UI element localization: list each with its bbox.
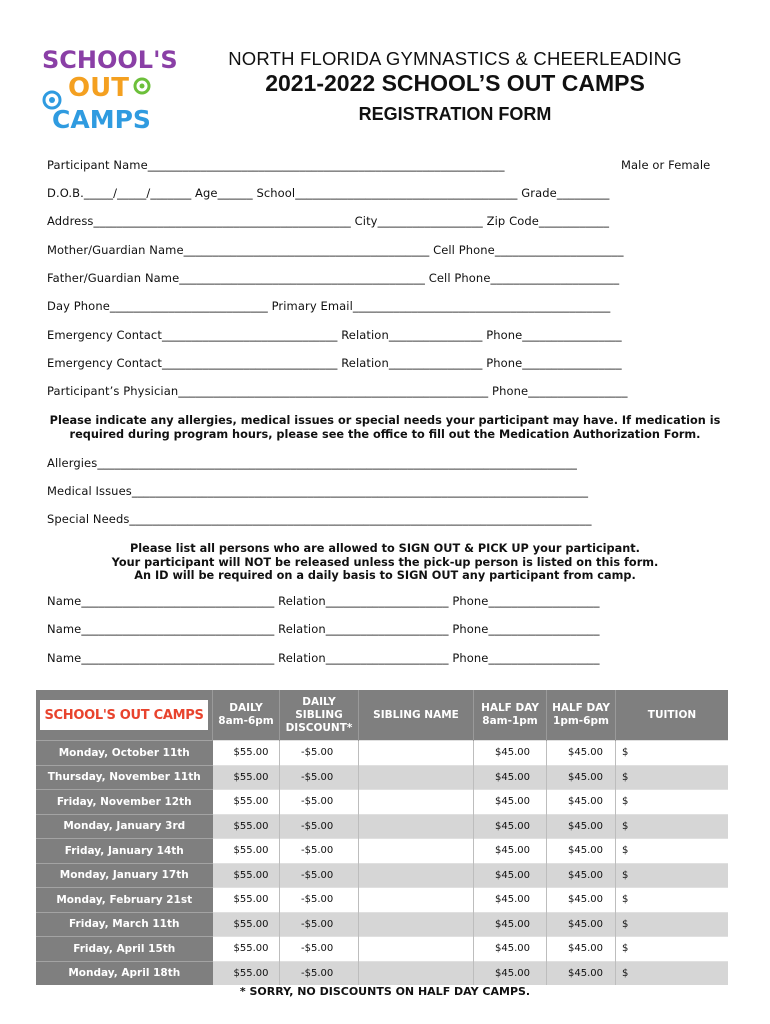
row-sibling-name-input[interactable] bbox=[359, 937, 474, 962]
row-daily-price[interactable]: $55.00 bbox=[213, 741, 280, 766]
organization-name: NORTH FLORIDA GYMNASTICS & CHEERLEADING bbox=[228, 48, 682, 69]
row-date: Friday, November 12th bbox=[36, 790, 213, 815]
table-row bbox=[36, 741, 728, 766]
medical-instructions-line1: Please indicate any allergies, medical issues or special needs your participant may have. If medication is bbox=[49, 414, 721, 427]
row-sibling-name-input[interactable] bbox=[359, 888, 474, 913]
col-half-am-title: HALF DAY bbox=[481, 702, 539, 714]
half-day-footnote: * SORRY, NO DISCOUNTS ON HALF DAY CAMPS. bbox=[239, 985, 531, 998]
row-date: Thursday, November 11th bbox=[36, 765, 213, 790]
row-sibling-discount[interactable]: -$5.00 bbox=[280, 937, 359, 962]
col-half-pm-header bbox=[547, 690, 616, 741]
col-half-am-header bbox=[474, 690, 547, 741]
row-half-am-price[interactable]: $45.00 bbox=[474, 839, 547, 864]
row-date: Monday, January 17th bbox=[36, 863, 213, 888]
row-daily-price[interactable]: $55.00 bbox=[213, 814, 280, 839]
row-half-pm-price[interactable]: $45.00 bbox=[547, 839, 616, 864]
row-sibling-discount[interactable]: -$5.00 bbox=[280, 839, 359, 864]
row-sibling-name-input[interactable] bbox=[359, 765, 474, 790]
table-row bbox=[36, 790, 728, 815]
row-tuition-input[interactable]: $ bbox=[616, 863, 729, 888]
row-half-pm-price[interactable]: $45.00 bbox=[547, 814, 616, 839]
row-date: Monday, February 21st bbox=[36, 888, 213, 913]
row-sibling-name-input[interactable] bbox=[359, 863, 474, 888]
row-half-am-price[interactable]: $45.00 bbox=[474, 888, 547, 913]
col-sibling-header bbox=[280, 690, 359, 741]
row-sibling-name-input[interactable] bbox=[359, 741, 474, 766]
pickup-instructions-line3: An ID will be required on a daily basis to SIGN OUT any participant from camp. bbox=[134, 569, 636, 582]
row-date: Friday, April 15th bbox=[36, 937, 213, 962]
col-daily-hours: 8am-6pm bbox=[218, 715, 274, 727]
row-sibling-discount[interactable]: -$5.00 bbox=[280, 814, 359, 839]
camp-logo bbox=[38, 42, 178, 134]
row-sibling-name-input[interactable] bbox=[359, 839, 474, 864]
form-subtitle: REGISTRATION FORM bbox=[358, 104, 552, 124]
medical-instructions-line2: required during program hours, please see the office to fill out the Medication Authorization Form. bbox=[69, 427, 701, 441]
row-half-pm-price[interactable]: $45.00 bbox=[547, 741, 616, 766]
table-row bbox=[36, 937, 728, 962]
physician-field[interactable]: Participant’s Physician_____________________________________________________ Phone_________________ bbox=[47, 384, 628, 398]
medical-instructions bbox=[40, 414, 730, 441]
table-logo-cell bbox=[36, 690, 213, 741]
row-tuition-input[interactable]: $ bbox=[616, 912, 729, 937]
row-tuition-input[interactable]: $ bbox=[616, 814, 729, 839]
row-sibling-discount[interactable]: -$5.00 bbox=[280, 961, 359, 985]
row-tuition-input[interactable]: $ bbox=[616, 961, 729, 985]
row-half-pm-price[interactable]: $45.00 bbox=[547, 790, 616, 815]
row-half-pm-price[interactable]: $45.00 bbox=[547, 961, 616, 985]
row-date: Monday, April 18th bbox=[36, 961, 213, 985]
row-daily-price[interactable]: $55.00 bbox=[213, 790, 280, 815]
col-daily-header bbox=[213, 690, 280, 741]
table-logo-text: SCHOOL'S OUT CAMPS bbox=[44, 707, 204, 723]
row-half-pm-price[interactable]: $45.00 bbox=[547, 937, 616, 962]
day-phone-email-field[interactable]: Day Phone___________________________ Primary Email____________________________________________ bbox=[47, 299, 611, 313]
row-half-am-price[interactable]: $45.00 bbox=[474, 741, 547, 766]
table-row bbox=[36, 888, 728, 913]
row-half-pm-price[interactable]: $45.00 bbox=[547, 863, 616, 888]
allergies-field[interactable]: Allergies__________________________________________________________________________________ bbox=[47, 456, 578, 470]
table-row bbox=[36, 912, 728, 937]
row-sibling-discount[interactable]: -$5.00 bbox=[280, 741, 359, 766]
participant-name-field[interactable]: Participant Name_____________________________________________________________ bbox=[47, 158, 505, 172]
schedule-body bbox=[36, 741, 728, 986]
col-half-pm-title: HALF DAY bbox=[552, 702, 610, 714]
col-sibling-name-header: SIBLING NAME bbox=[359, 690, 474, 741]
camp-schedule-table bbox=[36, 690, 728, 985]
table-row bbox=[36, 863, 728, 888]
col-sibling-line2: SIBLING bbox=[295, 708, 343, 721]
pickup-instructions bbox=[40, 542, 730, 583]
logo-word-2: OUT bbox=[68, 73, 129, 103]
row-tuition-input[interactable]: $ bbox=[616, 741, 729, 766]
row-daily-price[interactable]: $55.00 bbox=[213, 888, 280, 913]
row-sibling-discount[interactable]: -$5.00 bbox=[280, 765, 359, 790]
row-sibling-name-input[interactable] bbox=[359, 790, 474, 815]
pickup-person-2-field[interactable]: Name_________________________________ Relation_____________________ Phone___________________ bbox=[47, 622, 600, 636]
special-needs-field[interactable]: Special Needs_______________________________________________________________________________ bbox=[47, 512, 592, 526]
dob-age-school-grade-field[interactable]: D.O.B._____/_____/_______ Age______ School______________________________________ Grade_________ bbox=[47, 186, 610, 200]
row-half-am-price[interactable]: $45.00 bbox=[474, 912, 547, 937]
row-half-am-price[interactable]: $45.00 bbox=[474, 961, 547, 985]
row-half-am-price[interactable]: $45.00 bbox=[474, 814, 547, 839]
row-sibling-discount[interactable]: -$5.00 bbox=[280, 863, 359, 888]
row-date: Friday, January 14th bbox=[36, 839, 213, 864]
row-tuition-input[interactable]: $ bbox=[616, 888, 729, 913]
father-guardian-field[interactable]: Father/Guardian Name__________________________________________ Cell Phone______________________ bbox=[47, 271, 620, 285]
form-title: 2021-2022 SCHOOL’S OUT CAMPS bbox=[265, 70, 645, 96]
gender-field[interactable]: Male or Female bbox=[621, 158, 711, 172]
row-sibling-name-input[interactable] bbox=[359, 912, 474, 937]
row-sibling-discount[interactable]: -$5.00 bbox=[280, 888, 359, 913]
row-daily-price[interactable]: $55.00 bbox=[213, 912, 280, 937]
pickup-instructions-line1: Please list all persons who are allowed to SIGN OUT & PICK UP your participant. bbox=[130, 542, 640, 555]
row-half-pm-price[interactable]: $45.00 bbox=[547, 912, 616, 937]
pickup-person-1-field[interactable]: Name_________________________________ Relation_____________________ Phone___________________ bbox=[47, 594, 600, 608]
row-date: Monday, October 11th bbox=[36, 741, 213, 766]
table-row bbox=[36, 765, 728, 790]
row-half-am-price[interactable]: $45.00 bbox=[474, 863, 547, 888]
row-daily-price[interactable]: $55.00 bbox=[213, 961, 280, 985]
col-daily-title: DAILY bbox=[229, 702, 263, 714]
logo-graphic bbox=[38, 42, 178, 134]
row-half-am-price[interactable]: $45.00 bbox=[474, 937, 547, 962]
emergency-contact-1-field[interactable]: Emergency Contact______________________________ Relation________________ Phone_________________ bbox=[47, 328, 622, 342]
col-half-pm-hours: 1pm-6pm bbox=[553, 715, 609, 727]
col-sibling-line1: DAILY bbox=[302, 695, 336, 708]
row-half-pm-price[interactable]: $45.00 bbox=[547, 888, 616, 913]
col-half-am-hours: 8am-1pm bbox=[482, 715, 538, 727]
row-half-am-price[interactable]: $45.00 bbox=[474, 765, 547, 790]
pickup-person-3-field[interactable]: Name_________________________________ Relation_____________________ Phone___________________ bbox=[47, 651, 600, 665]
row-daily-price[interactable]: $55.00 bbox=[213, 765, 280, 790]
logo-word-3: CAMPS bbox=[52, 105, 151, 134]
table-row bbox=[36, 814, 728, 839]
row-tuition-input[interactable]: $ bbox=[616, 937, 729, 962]
col-tuition-header: TUITION bbox=[616, 690, 729, 741]
row-sibling-discount[interactable]: -$5.00 bbox=[280, 912, 359, 937]
table-row bbox=[36, 839, 728, 864]
row-daily-price[interactable]: $55.00 bbox=[213, 937, 280, 962]
row-sibling-discount[interactable]: -$5.00 bbox=[280, 790, 359, 815]
table-header-row bbox=[36, 690, 728, 741]
row-tuition-input[interactable]: $ bbox=[616, 790, 729, 815]
row-half-am-price[interactable]: $45.00 bbox=[474, 790, 547, 815]
mother-guardian-field[interactable]: Mother/Guardian Name__________________________________________ Cell Phone______________________ bbox=[47, 243, 624, 257]
col-sibling-line3: DISCOUNT* bbox=[285, 721, 353, 734]
row-tuition-input[interactable]: $ bbox=[616, 765, 729, 790]
table-row bbox=[36, 961, 728, 985]
row-sibling-name-input[interactable] bbox=[359, 961, 474, 985]
row-date: Friday, March 11th bbox=[36, 912, 213, 937]
emergency-contact-2-field[interactable]: Emergency Contact______________________________ Relation________________ Phone_________________ bbox=[47, 356, 622, 370]
row-half-pm-price[interactable]: $45.00 bbox=[547, 765, 616, 790]
row-daily-price[interactable]: $55.00 bbox=[213, 863, 280, 888]
row-sibling-name-input[interactable] bbox=[359, 814, 474, 839]
row-daily-price[interactable]: $55.00 bbox=[213, 839, 280, 864]
row-tuition-input[interactable]: $ bbox=[616, 839, 729, 864]
address-field[interactable]: Address____________________________________________ City__________________ Zip Code____________ bbox=[47, 214, 610, 228]
logo-word-1: SCHOOL'S bbox=[42, 46, 178, 74]
medical-issues-field[interactable]: Medical Issues______________________________________________________________________________ bbox=[47, 484, 589, 498]
row-date: Monday, January 3rd bbox=[36, 814, 213, 839]
table-logo bbox=[40, 700, 208, 730]
pickup-instructions-line2: Your participant will NOT be released unless the pick-up person is listed on this form. bbox=[111, 555, 659, 569]
